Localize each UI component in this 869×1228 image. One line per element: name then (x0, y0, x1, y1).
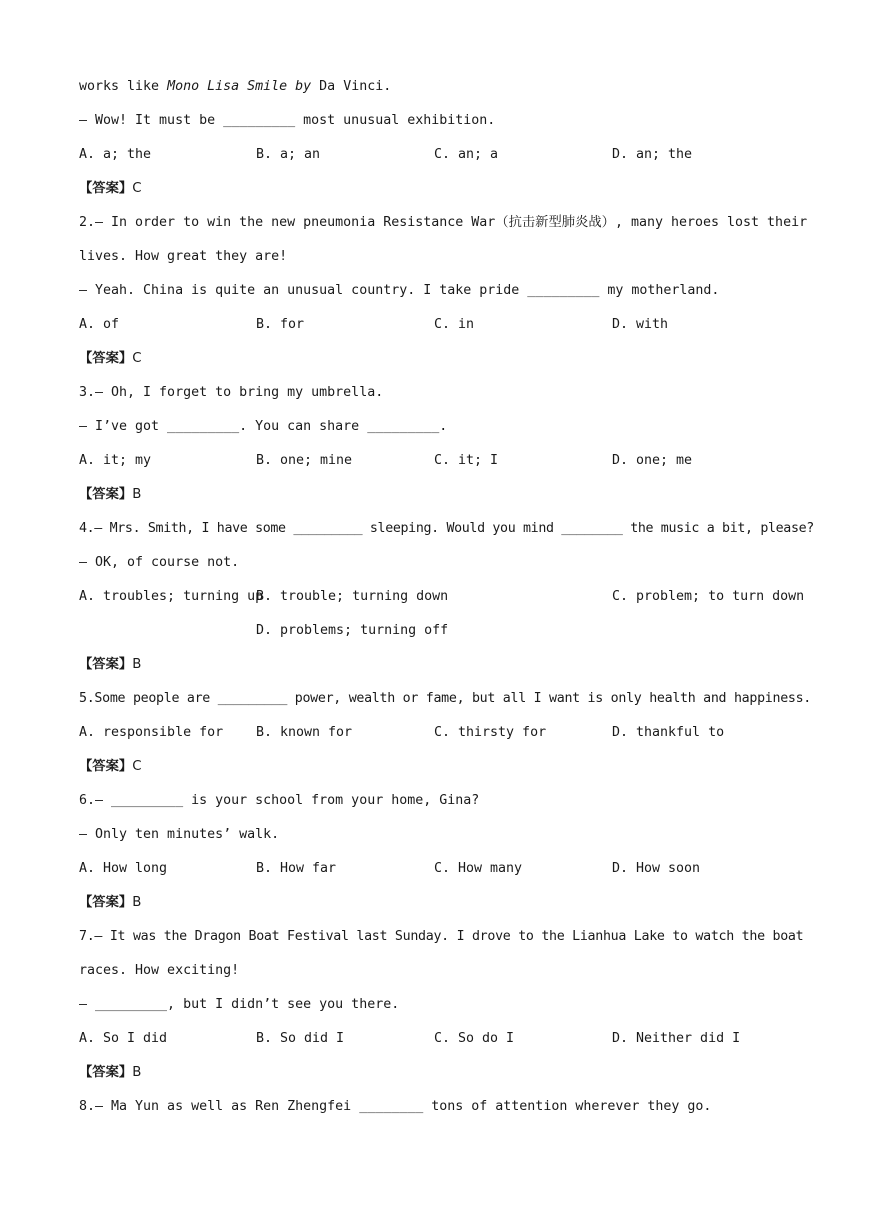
question-1-tail-line (79, 70, 795, 104)
question-8-line-1: 8.— Ma Yun as well as Ren Zhengfei ________ tons of attention wherever they go. (79, 1099, 712, 1114)
question-2-line-3: — Yeah. China is quite an unusual country. I take pride _________ my motherland. (79, 283, 720, 298)
answer-value: C (132, 759, 142, 774)
answer-tag: 【答案】 (79, 657, 133, 672)
option-d: D. thankful to (612, 725, 725, 740)
question-4-answer (79, 648, 795, 682)
answer-tag: 【答案】 (79, 351, 133, 366)
question-4-line-2: — OK, of course not. (79, 555, 240, 570)
option-a: A. How long (79, 861, 168, 876)
answer-value: C (132, 181, 142, 196)
option-a: A. troubles; turning up (79, 589, 264, 604)
question-6-line-1: 6.— _________ is your school from your home, Gina? (79, 793, 480, 808)
question-7-answer (79, 1056, 795, 1090)
option-c: C. So do I (434, 1031, 515, 1046)
option-c: C. it; I (434, 453, 499, 468)
answer-tag: 【答案】 (79, 1065, 133, 1080)
option-d: D. with (612, 317, 669, 332)
question-6-options (79, 852, 795, 886)
option-a: A. of (79, 317, 120, 332)
answer-value: C (132, 351, 142, 366)
question-7-options (79, 1022, 795, 1056)
option-b: B. known for (256, 725, 353, 740)
question-2-line-2: lives. How great they are! (79, 249, 288, 264)
question-2-answer (79, 342, 795, 376)
answer-tag: 【答案】 (79, 759, 133, 774)
question-4-options-row-1 (79, 580, 805, 614)
option-d: D. one; me (612, 453, 693, 468)
question-6-line-2: — Only ten minutes’ walk. (79, 827, 280, 842)
question-5-line-1: 5.Some people are _________ power, wealth or fame, but all I want is only health and happiness. (79, 691, 812, 706)
question-3-line-1: 3.— Oh, I forget to bring my umbrella. (79, 385, 384, 400)
option-d: D. How soon (612, 861, 701, 876)
option-b: B. one; mine (256, 453, 353, 468)
text-run: works like (79, 79, 168, 94)
option-c: C. How many (434, 861, 523, 876)
question-3-options (79, 444, 795, 478)
answer-value: B (132, 895, 142, 910)
artwork-title: Mono Lisa Smile by (167, 79, 312, 94)
option-b: B. How far (256, 861, 337, 876)
option-d: D. an; the (612, 147, 693, 162)
answer-tag: 【答案】 (79, 487, 133, 502)
question-7-line-1: 7.— It was the Dragon Boat Festival last Sunday. I drove to the Lianhua Lake to watch the boat (79, 929, 804, 944)
question-1-response-line: — Wow! It must be _________ most unusual exhibition. (79, 113, 496, 128)
option-c: C. an; a (434, 147, 499, 162)
answer-value: B (132, 1065, 142, 1080)
document-page (79, 70, 814, 1124)
question-4-options-row-2 (79, 614, 795, 648)
question-7-line-2: races. How exciting! (79, 963, 240, 978)
option-d: D. problems; turning off (256, 623, 449, 638)
answer-value: B (132, 657, 142, 672)
question-5-options (79, 716, 795, 750)
question-4-line-1: 4.— Mrs. Smith, I have some _________ sleeping. Would you mind ________ the music a bit, please? (79, 521, 814, 536)
question-6-answer (79, 886, 795, 920)
option-b: B. So did I (256, 1031, 345, 1046)
answer-value: B (132, 487, 142, 502)
question-2-options (79, 308, 795, 342)
question-7-line-3: — _________, but I didn’t see you there. (79, 997, 400, 1012)
question-3-line-2: — I’ve got _________. You can share _________. (79, 419, 448, 434)
option-b: B. a; an (256, 147, 321, 162)
question-1-answer (79, 172, 795, 206)
question-5-answer (79, 750, 795, 784)
question-1-options (79, 138, 795, 172)
option-a: A. So I did (79, 1031, 168, 1046)
option-b: B. trouble; turning down (256, 589, 449, 604)
option-c: C. problem; to turn down (612, 589, 805, 604)
option-a: A. it; my (79, 453, 152, 468)
option-a: A. responsible for (79, 725, 224, 740)
option-b: B. for (256, 317, 305, 332)
option-c: C. in (434, 317, 475, 332)
option-c: C. thirsty for (434, 725, 547, 740)
option-d: D. Neither did I (612, 1031, 741, 1046)
option-a: A. a; the (79, 147, 152, 162)
question-3-answer (79, 478, 795, 512)
question-2-line-1: 2.— In order to win the new pneumonia Resistance War（抗击新型肺炎战）, many heroes lost their (79, 215, 808, 230)
answer-tag: 【答案】 (79, 895, 133, 910)
text-run: Da Vinci. (311, 79, 392, 94)
answer-tag: 【答案】 (79, 181, 133, 196)
